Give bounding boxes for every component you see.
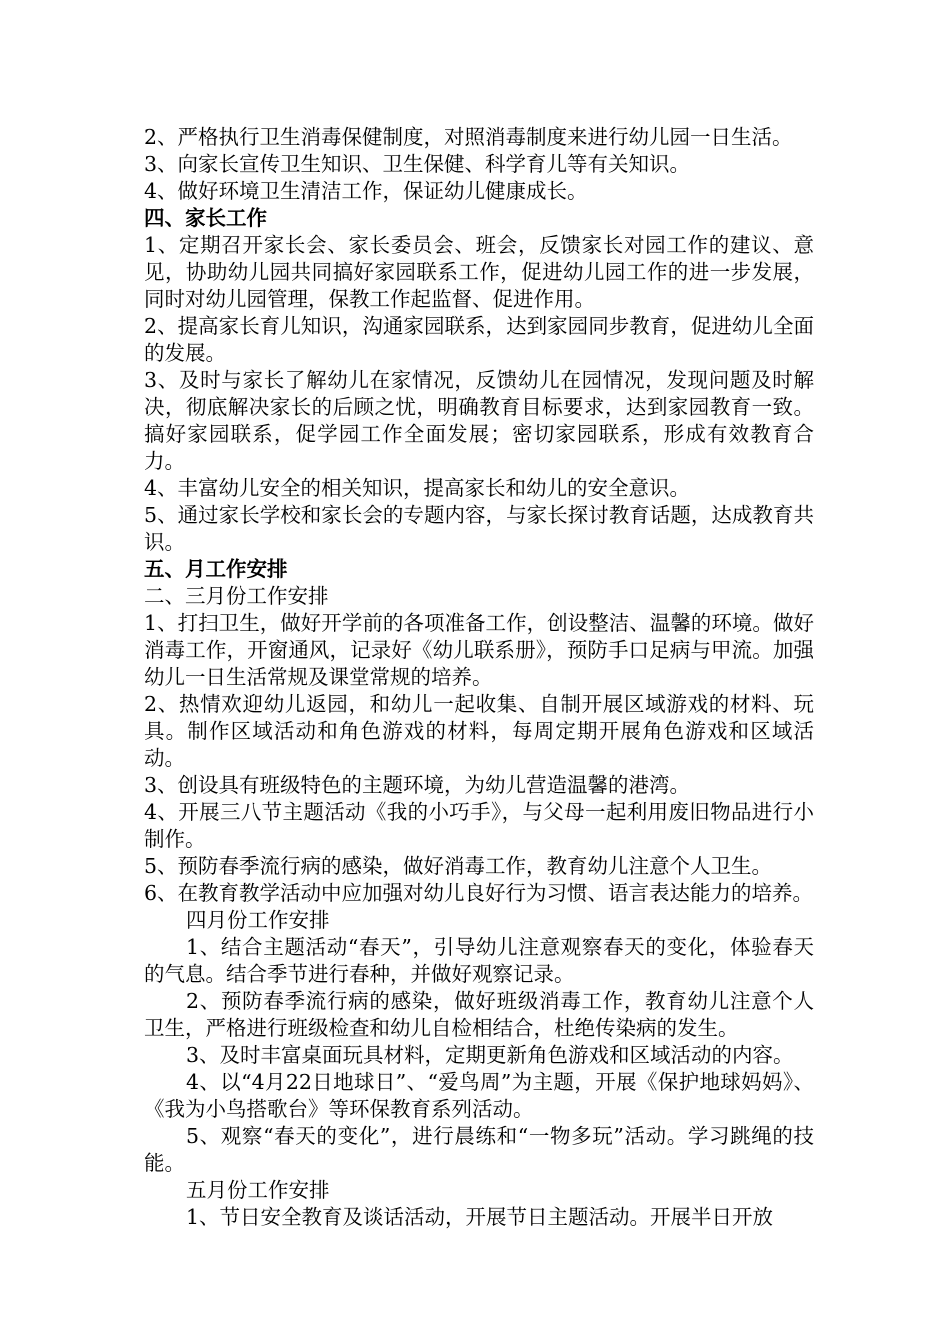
subheading-may: 五月份工作安排 <box>186 1178 330 1202</box>
paragraph: 4、丰富幼儿安全的相关知识，提高家长和幼儿的安全意识。 <box>144 476 691 500</box>
paragraph: 5、通过家长学校和家长会的专题内容，与家长探讨教育话题，达成教育共识。 <box>144 503 814 554</box>
paragraph: 4、做好环境卫生清洁工作，保证幼儿健康成长。 <box>144 179 588 203</box>
paragraph: 3、及时丰富桌面玩具材料，定期更新角色游戏和区域活动的内容。 <box>186 1043 794 1067</box>
paragraph: 5、观察“春天的变化”，进行晨练和“一物多玩”活动。学习跳绳的技能。 <box>144 1124 814 1175</box>
paragraph: 4、开展三八节主题活动《我的小巧手》，与父母一起利用废旧物品进行小制作。 <box>144 800 814 851</box>
paragraph: 4、以“4月22日地球日”、“爱鸟周”为主题，开展《保护地球妈妈》、《我为小鸟搭歌台》等环保教育系列活动。 <box>144 1070 814 1121</box>
paragraph: 1、打扫卫生，做好开学前的各项准备工作，创设整洁、温馨的环境。做好消毒工作，开窗通风，记录好《幼儿联系册》，预防手口足病与甲流。加强幼儿一日生活常规及课堂常规的培养。 <box>144 611 814 689</box>
paragraph: 3、及时与家长了解幼儿在家情况，反馈幼儿在园情况，发现问题及时解决，彻底解决家长的后顾之忧，明确教育目标要求，达到家园教育一致。搞好家园联系，促学园工作全面发展；密切家园联系，形成有效教育合力。 <box>144 368 814 473</box>
paragraph: 1、定期召开家长会、家长委员会、班会，反馈家长对园工作的建议、意见，协助幼儿园共同搞好家园联系工作，促进幼儿园工作的进一步发展，同时对幼儿园管理，保教工作起监督、促进作用。 <box>144 233 814 311</box>
subheading-march: 二、三月份工作安排 <box>144 584 329 608</box>
paragraph: 1、节日安全教育及谈话活动，开展节日主题活动。开展半日开放 <box>186 1205 774 1229</box>
paragraph: 2、预防春季流行病的感染，做好班级消毒工作，教育幼儿注意个人卫生，严格进行班级检查和幼儿自检相结合，杜绝传染病的发生。 <box>144 989 814 1040</box>
paragraph: 2、严格执行卫生消毒保健制度，对照消毒制度来进行幼儿园一日生活。 <box>144 125 793 149</box>
paragraph: 6、在教育教学活动中应加强对幼儿良好行为习惯、语言表达能力的培养。 <box>144 881 814 905</box>
paragraph: 1、结合主题活动“春天”，引导幼儿注意观察春天的变化，体验春天的气息。结合季节进行春种，并做好观察记录。 <box>144 935 814 986</box>
section-heading-monthly: 五、月工作安排 <box>144 557 288 581</box>
paragraph: 5、预防春季流行病的感染，做好消毒工作，教育幼儿注意个人卫生。 <box>144 854 773 878</box>
paragraph: 2、热情欢迎幼儿返园，和幼儿一起收集、自制开展区域游戏的材料、玩具。制作区域活动和角色游戏的材料，每周定期开展角色游戏和区域活动。 <box>144 692 814 770</box>
section-heading-parents: 四、家长工作 <box>144 206 267 230</box>
paragraph: 2、提高家长育儿知识，沟通家园联系，达到家园同步教育，促进幼儿全面的发展。 <box>144 314 814 365</box>
paragraph: 3、向家长宣传卫生知识、卫生保健、科学育儿等有关知识。 <box>144 152 691 176</box>
document-page <box>144 124 814 1231</box>
paragraph: 3、创设具有班级特色的主题环境，为幼儿营造温馨的港湾。 <box>144 773 691 797</box>
subheading-april: 四月份工作安排 <box>186 908 330 932</box>
